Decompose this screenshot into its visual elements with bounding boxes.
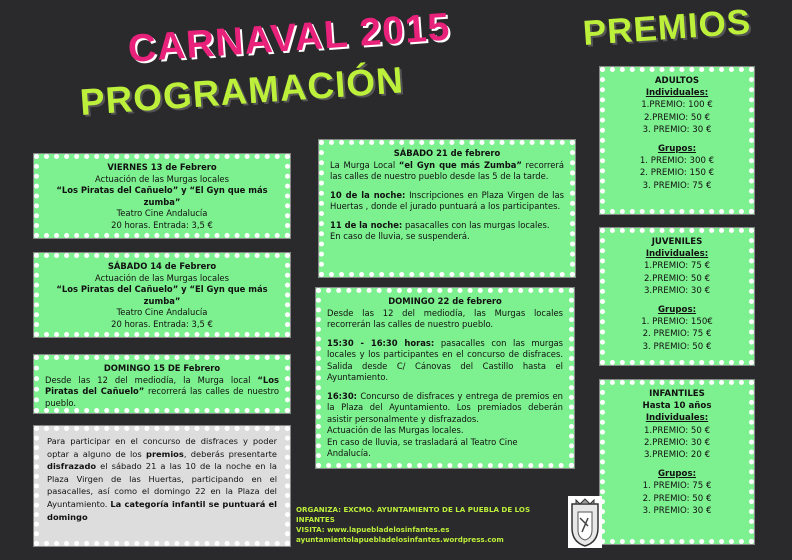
event-heading: VIERNES 13 de Febrero [107, 162, 217, 172]
prize-line: 1.PREMIO: 100 € [641, 100, 713, 111]
text-bold: “el Gyn que más Zumba” [398, 159, 522, 170]
event-line: Actuación de las Murgas locales [95, 272, 229, 283]
text-bold: 15:30 - 16:30 horas: [327, 337, 435, 348]
event-venue: Teatro Cine Andalucía [116, 208, 208, 218]
prize-line: 1. PREMIO: 150€ [641, 317, 713, 328]
organizer-footer [296, 505, 566, 545]
prize-line: 1. PREMIO: 300 € [639, 156, 715, 167]
event-heading: DOMINGO 15 DE Febrero [103, 363, 221, 373]
event-text [330, 220, 564, 232]
text-part: Desde las 12 del mediodía, la Murga local [45, 374, 258, 385]
event-text: Desde las 12 del mediodía, las Murgas locales recorrerán las calles de nuestro pueblo. [327, 307, 563, 329]
event-domingo-22 [316, 288, 574, 468]
prize-subheading: Hasta 10 años [642, 401, 712, 412]
title-carnaval: CARNAVAL 2015 [126, 5, 452, 71]
event-time: 20 horas. Entrada: 3,5 € [111, 318, 213, 329]
prize-line: 3. PREMIO: 50 € [642, 341, 712, 352]
event-sabado-21 [319, 140, 575, 277]
prize-line: 2. PREMIO: 75 € [642, 329, 712, 340]
text-bold: La categoría infantil se puntuará el domingo [47, 498, 277, 522]
prize-adultos [600, 67, 754, 214]
event-heading: SÁBADO 14 de Febrero [107, 261, 217, 271]
prize-line: 1.PREMIO: 75 € [643, 261, 711, 272]
prize-heading: INFANTILES [649, 389, 705, 399]
event-sabado-14 [34, 253, 290, 337]
event-text [45, 375, 279, 410]
prize-ind-label: Individuales: [645, 413, 709, 424]
event-line: Actuación de las Murgas locales [95, 173, 229, 184]
text-bold: 16:30: [327, 390, 358, 401]
prize-grp-label: Grupos: [657, 144, 697, 155]
event-text [330, 160, 564, 183]
event-text [327, 338, 563, 384]
event-murgas: “Los Piratas del Cañuelo” y “El Gyn que más zumba” [56, 185, 268, 207]
text-bold: premios [146, 448, 184, 459]
prize-line: 2.PREMIO: 30 € [643, 437, 711, 448]
event-domingo-15 [34, 355, 290, 413]
prize-line: 3.PREMIO: 20 € [643, 450, 711, 461]
text-part: , deberás presentarte [183, 448, 278, 459]
blog-link[interactable]: ayuntamientolapuebladelosinfantes.wordpress.com [296, 535, 504, 544]
prize-line: 3. PREMIO: 30 € [642, 505, 712, 516]
text-bold: “Los Piratas del Cañuelo” [45, 374, 279, 396]
prize-line: 2. PREMIO: 150 € [639, 168, 715, 179]
prize-grp-label: Grupos: [657, 305, 697, 316]
prize-line: 1. PREMIO: 75 € [642, 481, 712, 492]
event-text [327, 391, 563, 426]
participation-info [34, 426, 290, 546]
prize-grp-label: Grupos: [657, 469, 697, 480]
prize-line: 3.PREMIO: 30 € [643, 285, 711, 296]
prize-ind-label: Individuales: [645, 249, 709, 260]
text-part: La Murga Local [330, 159, 399, 170]
text-part: recorrerá las calles de nuestro pueblo desde las 5 de la tarde. [330, 159, 564, 181]
text-part: pasacalles con las murgas locales. [402, 219, 550, 230]
event-heading: DOMINGO 22 de febrero [388, 296, 502, 306]
title-programacion: PROGRAMACIÓN [78, 59, 406, 123]
prize-ind-label: Individuales: [645, 88, 709, 99]
title-premios: PREMIOS [581, 2, 753, 53]
text-bold: 10 de la noche: [330, 189, 406, 200]
text-part: el sábado 21 a las 10 de la noche en la Plaza Virgen de las Huertas, participando en el pasacalles, así como el domingo 22 en la Plaza del Ayuntamiento. [47, 461, 277, 509]
prize-infantiles [600, 380, 754, 544]
event-viernes-13 [34, 154, 290, 238]
prize-line: 2. PREMIO: 50 € [642, 493, 712, 504]
event-text: En caso de lluvia, se trasladará al Teatro Cine Andalucía. [327, 436, 518, 458]
text-part: Concurso de disfraces y entrega de premios en la Plaza del Ayuntamiento. Los premiados deberán asistir personalmente y disfrazados. [327, 390, 563, 424]
text-part: recorrerá las calles de nuestro pueblo. [45, 386, 280, 408]
website-link[interactable]: VISITA: www.lapuebladelosinfantes.es [296, 525, 450, 534]
prize-line: 3. PREMIO: 30 € [642, 124, 712, 135]
prize-line: 2.PREMIO: 50 € [643, 273, 711, 284]
prize-heading: JUVENILES [651, 237, 703, 247]
text-part: Para participar en el concurso de disfraces y poder optar a alguno de los [47, 436, 277, 459]
event-time: 20 horas. Entrada: 3,5 € [111, 219, 213, 230]
event-murgas: “Los Piratas del Cañuelo” y “El Gyn que más zumba” [56, 284, 268, 306]
text-bold: disfrazado [47, 461, 97, 472]
text-part: Inscripciones en Plaza Virgen de las Huertas , donde el jurado puntuará a los participantes. [330, 189, 564, 211]
prize-line: 1.PREMIO: 50 € [643, 425, 711, 436]
prize-juveniles [600, 228, 754, 365]
event-text: En caso de lluvia, se suspenderá. [330, 231, 470, 241]
text-part: pasacalles con las murgas locales y los participantes en el concurso de disfraces. Salida desde C/ Cánovas del Castillo hasta el Ayuntamiento. [327, 337, 564, 382]
event-venue: Teatro Cine Andalucía [116, 307, 208, 317]
town-crest-icon [568, 496, 602, 548]
prize-line: 2.PREMIO: 50 € [643, 112, 711, 123]
prize-heading: ADULTOS [654, 76, 700, 86]
event-text: Actuación de las Murgas locales. [327, 425, 464, 435]
prize-line: 3. PREMIO: 75 € [642, 180, 712, 191]
text-bold: 11 de la noche: [330, 219, 403, 230]
event-text [330, 190, 564, 213]
info-text [47, 435, 277, 523]
organizer-name: ORGANIZA: EXCMO. AYUNTAMIENTO DE LA PUEBLA DE LOS INFANTES [296, 505, 531, 524]
event-heading: SÁBADO 21 de febrero [393, 148, 501, 158]
